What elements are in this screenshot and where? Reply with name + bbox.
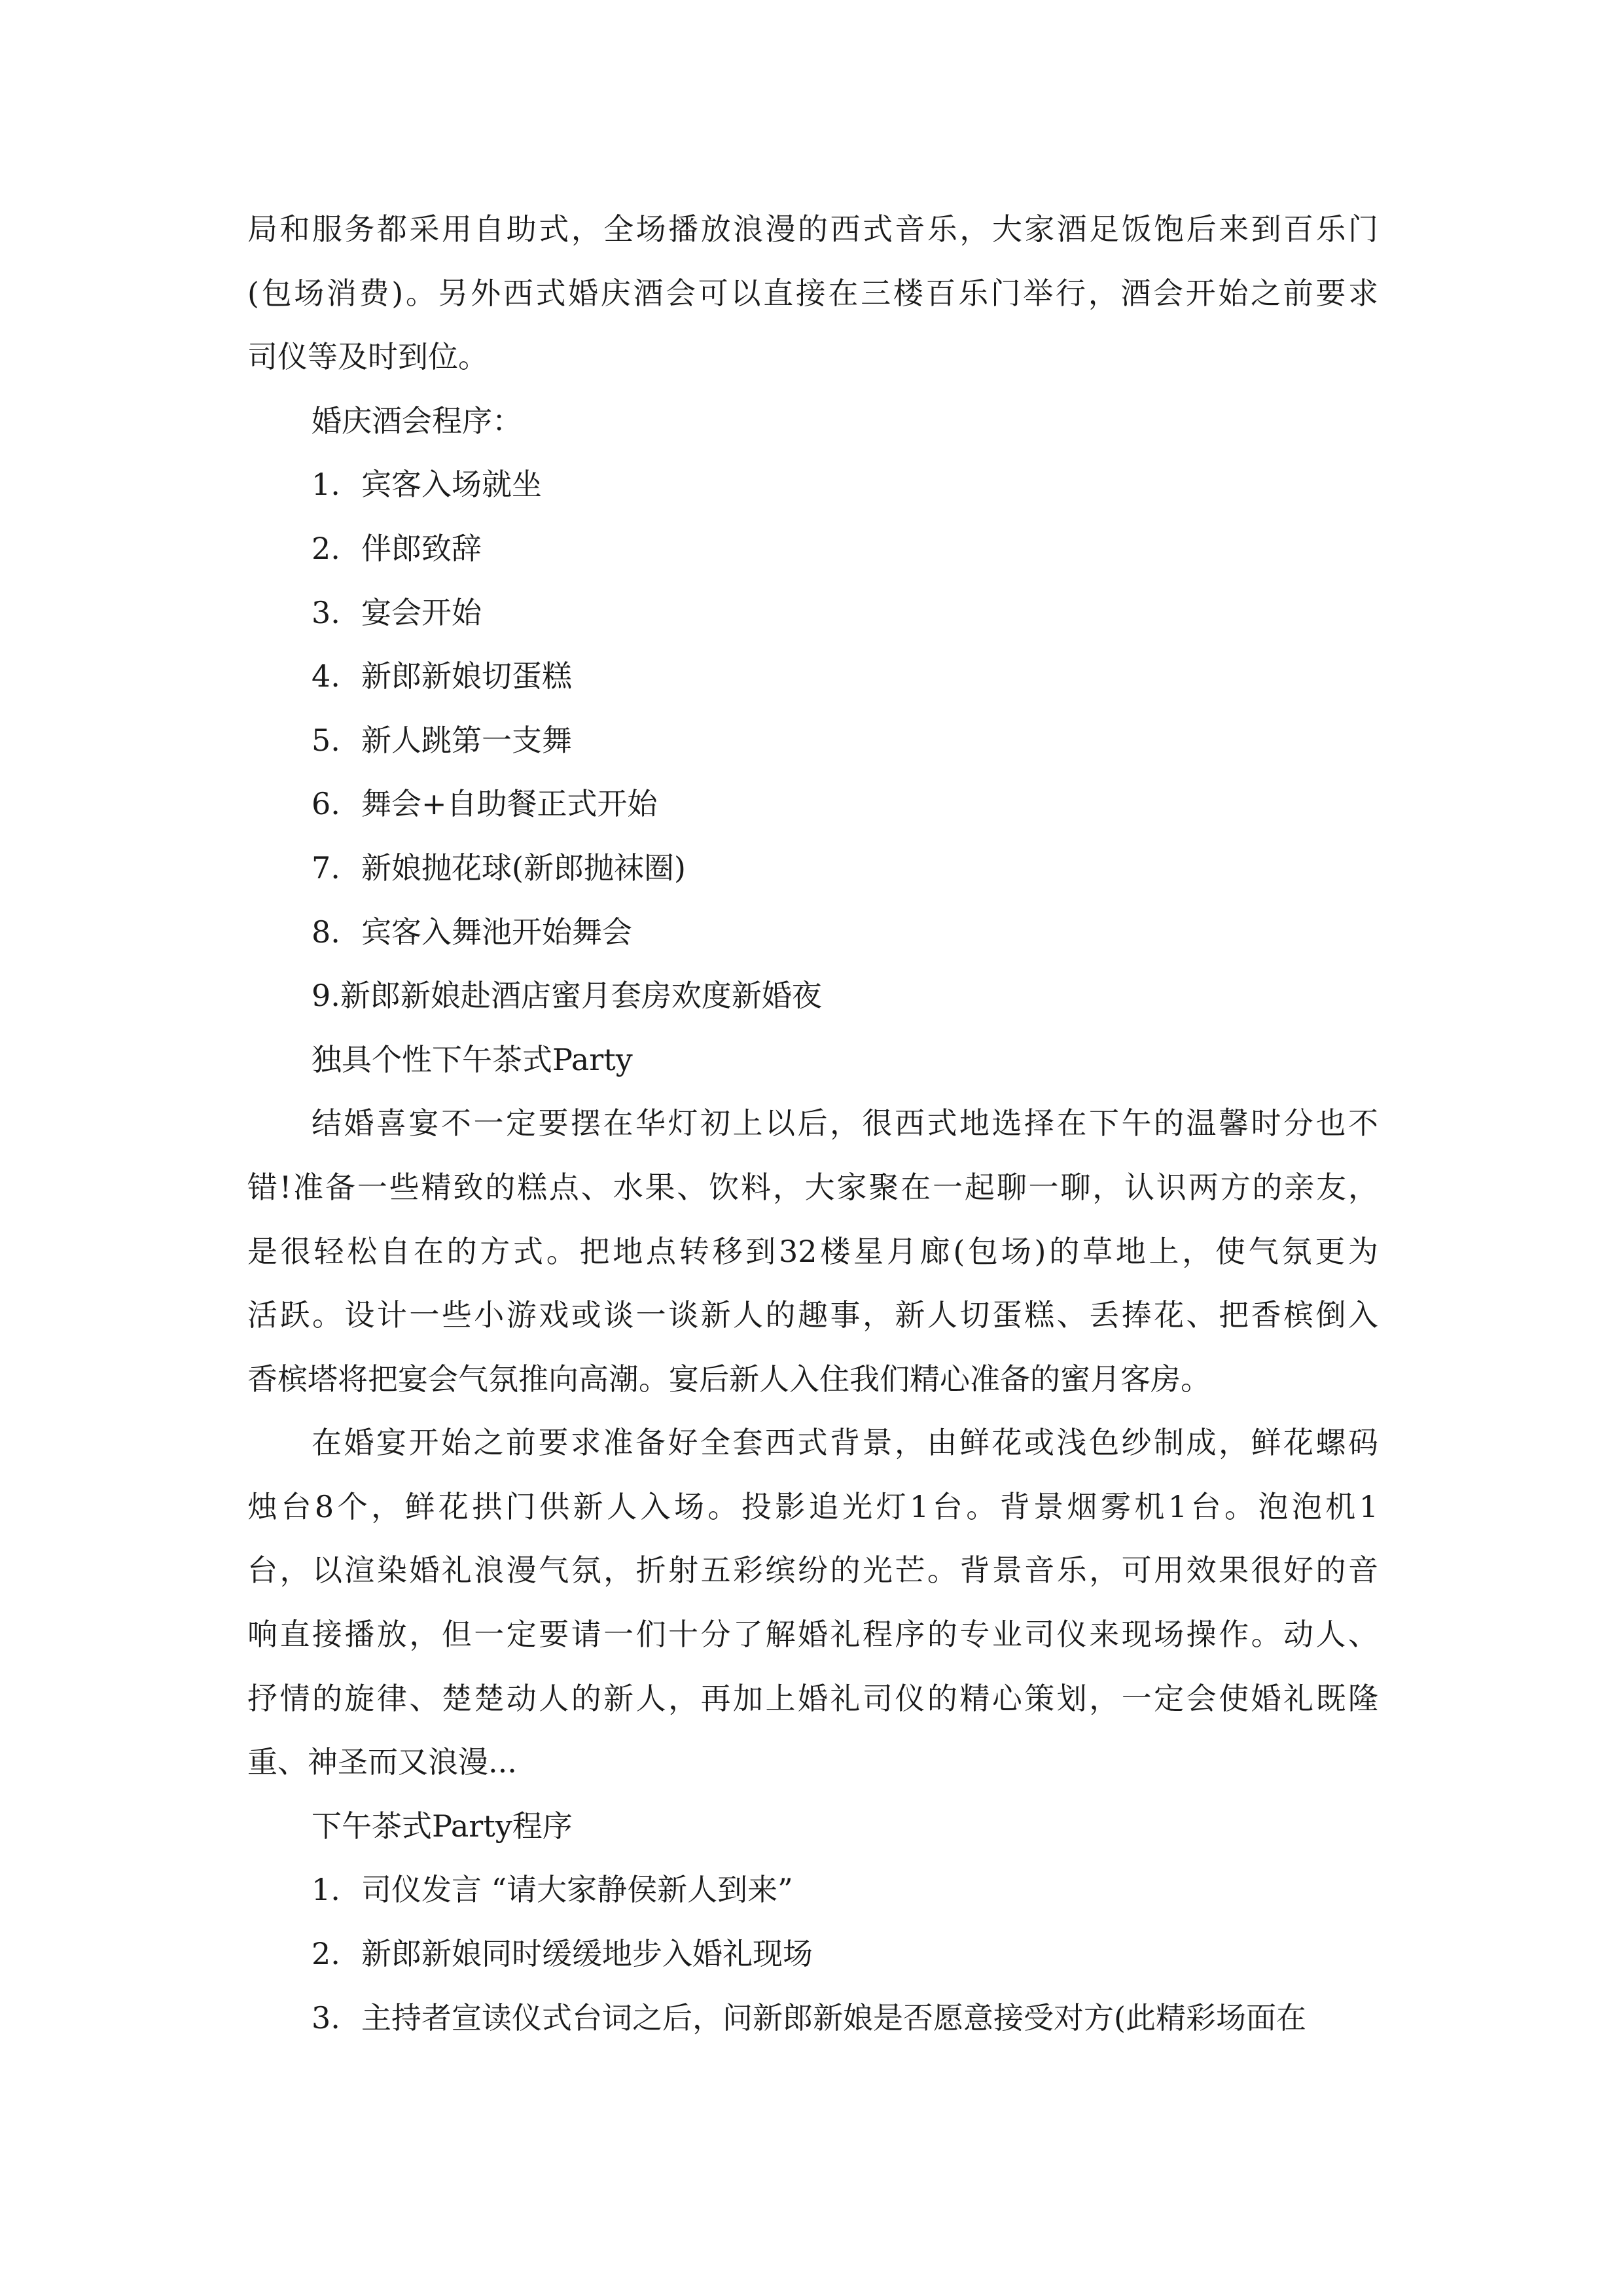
list-item-text: 司仪发言 “请大家静侯新人到来” — [361, 1872, 793, 1908]
paragraph-line: 活跃。设计一些小游戏或谈一谈新人的趣事，新人切蛋糕、丢捧花、把香槟倒入 — [247, 1297, 1378, 1333]
paragraph-line: 是很轻松自在的方式。把地点转移到32楼星月廊(包场)的草地上，使气氛更为 — [247, 1233, 1378, 1269]
paragraph-line: 错!准备一些精致的糕点、水果、饮料，大家聚在一起聊一聊，认识两方的亲友， — [247, 1169, 1378, 1205]
paragraph-line: 重、神圣而又浪漫... — [247, 1744, 517, 1780]
list-item-text: 舞会+自助餐正式开始 — [361, 786, 658, 822]
list-item-number: 2. — [312, 530, 340, 566]
intro-line: 局和服务都采用自助式，全场播放浪漫的西式音乐，大家酒足饭饱后来到百乐门 — [247, 211, 1378, 247]
intro-line: (包场消费)。另外西式婚庆酒会可以直接在三楼百乐门举行，酒会开始之前要求 — [247, 275, 1378, 311]
document-body — [247, 198, 1378, 2050]
section-heading-tea-party: 独具个性下午茶式Party — [312, 1041, 633, 1077]
list-item-text: 主持者宣读仪式台词之后，问新郎新娘是否愿意接受对方(此精彩场面在 — [361, 2000, 1306, 2036]
list-item — [247, 453, 1378, 517]
list-item-number: 4. — [312, 658, 340, 694]
paragraph-line: 在婚宴开始之前要求准备好全套西式背景，由鲜花或浅色纱制成，鲜花螺码 — [312, 1425, 1378, 1461]
intro-line: 司仪等及时到位。 — [247, 339, 488, 375]
list-item — [247, 1858, 1378, 1922]
list-item-text: 新郎新娘切蛋糕 — [361, 658, 572, 694]
list-item-number: 3. — [312, 594, 340, 630]
paragraph-line: 结婚喜宴不一定要摆在华灯初上以后，很西式地选择在下午的温馨时分也不 — [312, 1105, 1378, 1141]
list-item-number: 1. — [312, 467, 340, 503]
list-item — [247, 517, 1378, 581]
list-item-text: 宾客入舞池开始舞会 — [361, 914, 632, 950]
list-item — [247, 1922, 1378, 1986]
list-item — [247, 772, 1378, 836]
list-item — [247, 709, 1378, 773]
list-item-text: 伴郎致辞 — [361, 530, 482, 566]
list-item-number: 2. — [312, 1936, 340, 1972]
list-item-number: 3. — [312, 2000, 340, 2036]
list-item: 9.新郎新娘赴酒店蜜月套房欢度新婚夜 — [312, 978, 822, 1014]
paragraph-line: 台，以渲染婚礼浪漫气氛，折射五彩缤纷的光芒。背景音乐，可用效果很好的音 — [247, 1552, 1378, 1588]
list-item-text: 宴会开始 — [361, 594, 482, 630]
list-item-number: 5. — [312, 722, 340, 758]
list-item — [247, 836, 1378, 901]
list-item-number: 7. — [312, 850, 340, 886]
paragraph-line: 香槟塔将把宴会气氛推向高潮。宴后新人入住我们精心准备的蜜月客房。 — [247, 1361, 1211, 1397]
paragraph-line: 响直接播放，但一定要请一们十分了解婚礼程序的专业司仪来现场操作。动人、 — [247, 1617, 1378, 1653]
list-item-text: 宾客入场就坐 — [361, 467, 542, 503]
list-item — [247, 581, 1378, 645]
list-item — [247, 901, 1378, 965]
list-item-number: 6. — [312, 786, 340, 822]
section-heading-reception: 婚庆酒会程序： — [312, 403, 522, 439]
list-item-number: 8. — [312, 914, 340, 950]
paragraph-line: 烛台8个，鲜花拱门供新人入场。投影追光灯1台。背景烟雾机1台。泡泡机1 — [247, 1488, 1378, 1524]
list-item — [247, 645, 1378, 709]
list-item-text: 新娘抛花球(新郎抛袜圈) — [361, 850, 686, 886]
list-item-text: 新郎新娘同时缓缓地步入婚礼现场 — [361, 1936, 813, 1972]
list-item — [247, 1986, 1378, 2051]
list-item-text: 新人跳第一支舞 — [361, 722, 572, 758]
list-item-number: 1. — [312, 1872, 340, 1908]
section-heading-tea-party-program: 下午茶式Party程序 — [312, 1808, 573, 1844]
paragraph-line: 抒情的旋律、楚楚动人的新人，再加上婚礼司仪的精心策划，一定会使婚礼既隆 — [247, 1680, 1378, 1716]
